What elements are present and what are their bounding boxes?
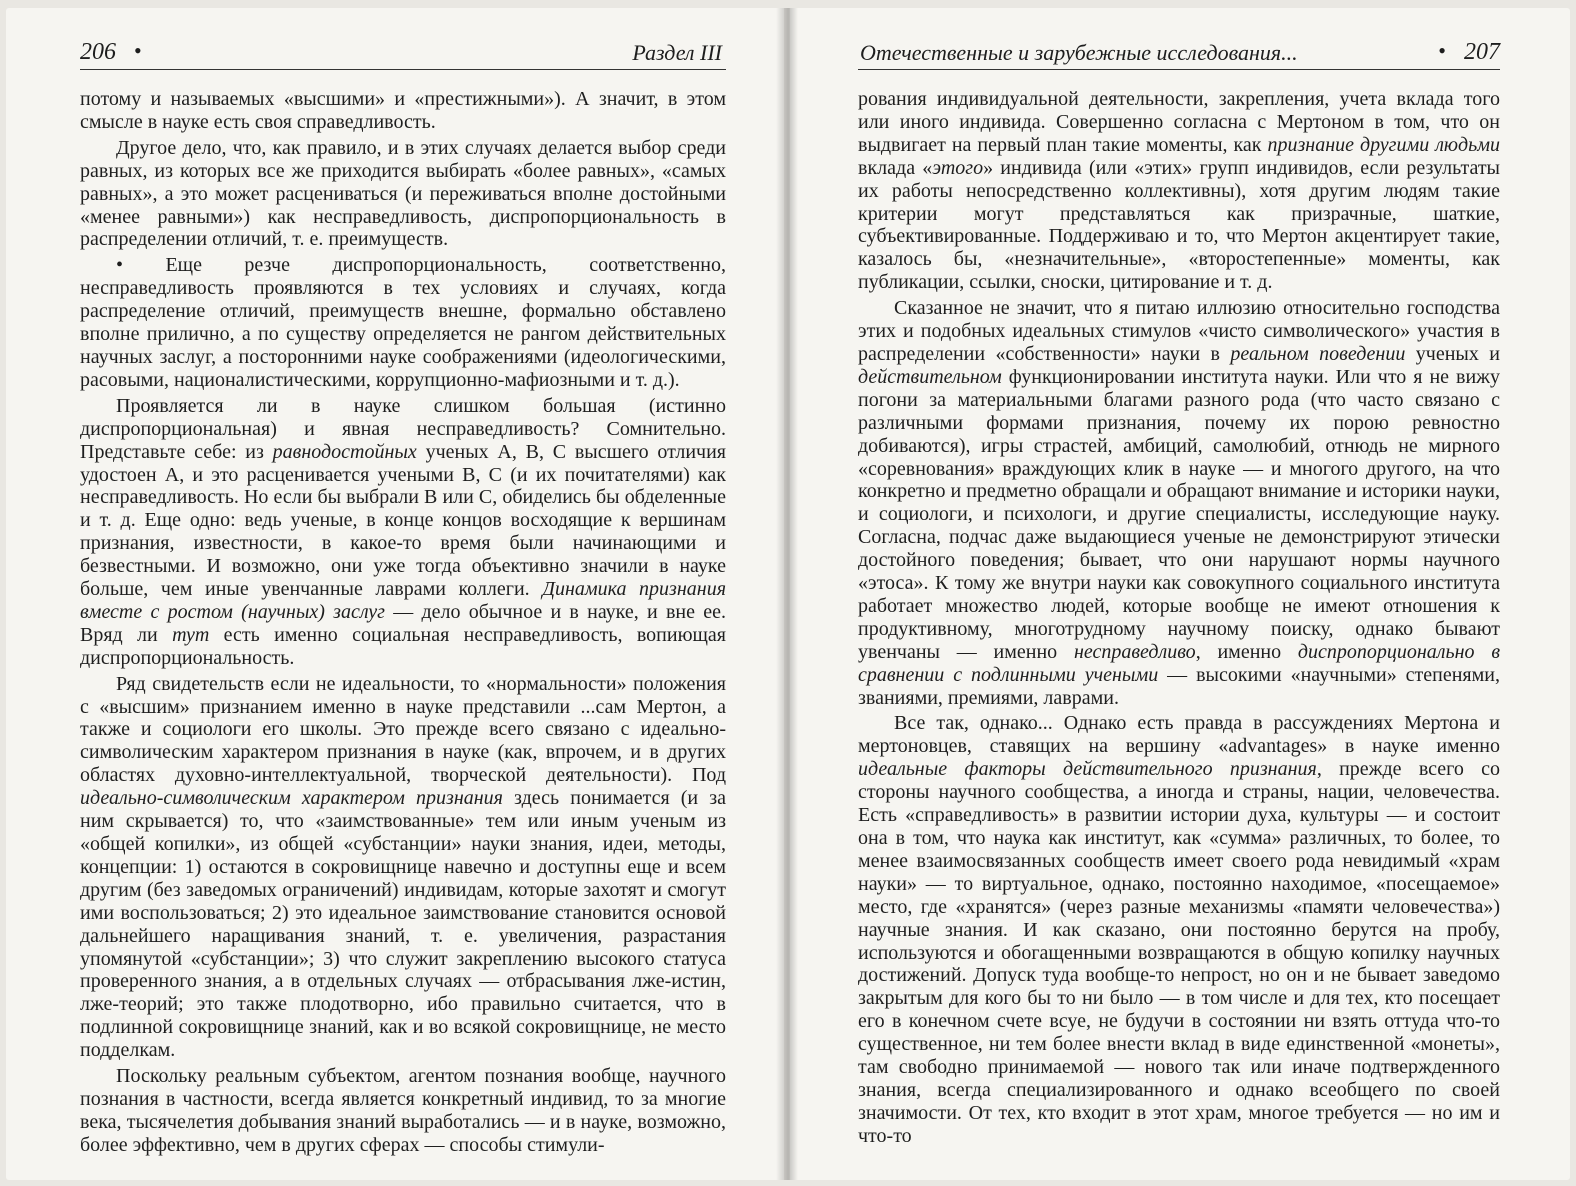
italic-text: действительном [858, 365, 1002, 388]
text-run: есть именно социальная несправедливость, вопиющая диспропорциональность. [80, 623, 726, 669]
text-run: Поскольку реальным субъектом, агентом познания вообще, научного познания в частности, всегда является конкретный индивид, то за многие века, тысячелетия добывания знаний выработались — и в науке, возможно, более эффективно, чем в других сферах — способы стимули- [80, 1065, 726, 1156]
right-page-header [858, 36, 1500, 70]
paragraph [858, 88, 1500, 294]
text-run: Ряд свидетельств если не идеальности, то «нормальности» положения с «высшим» признанием именно в науке представили ...сам Мертон, а также и социологи его школы. Это прежде всего связано с идеально-символическим характером признания в науке (как, впрочем, и в других областях духовно-интеллектуальной, творческой деятельности). Под [80, 672, 726, 787]
right-page [790, 8, 1570, 1180]
italic-text: признание другими людьми [1267, 133, 1501, 156]
text-run: Сказанное не значит, что я питаю иллюзию относительно господства этих и подобных идеальных стимулов «чисто символического» участия в распределении «собственности» науки в [858, 297, 1500, 365]
text-run: функционировании института науки. Или что я не вижу погони за материальными благами разного рода (что часто связано с различными формами признания, почему их порою ревностно добиваются), игры страстей, амбиций, самолюбий, отнюдь не мирного «соревнования» враждующих клик в науке — и многого другого, на что конкретно и предметно обращали и обращают внимание и историки науки, и социологи, и психологи, и другие специалисты, исследующие науку. Согласна, подчас даже выдающиеся ученые не демонстрируют этически достойного поведения; бывает, что они нарушают нормы научного «этоса». К тому же внутри науки как совокупного социального института работает множество людей, которые вообще не имеют отношения к продуктивному, многотрудному научному поиску, однако бывают увенчаны — именно [858, 365, 1500, 663]
header-bullet: • [134, 38, 142, 63]
text-run: Проявляется ли в науке слишком большая (истинно диспропорциональная) и явная несправедливость? Сомнительно. Представьте себе: из [80, 394, 726, 463]
running-title: Отечественные и зарубежные исследования... [860, 40, 1298, 65]
left-page-header [80, 36, 726, 70]
text-run: вклада « [858, 156, 933, 179]
page-number: 206 [80, 39, 116, 65]
italic-text: несправедливо [1073, 640, 1196, 663]
paragraph [80, 395, 726, 670]
text-run: ученых А, В, С высшего отличия удостоен А, и это расценивается учеными В, С (и их почитателями) как несправедливость. Но если бы выбрали В или С, обиделись бы обделенные и т. д. Еще одно: ведь ученые, в конце концов восходящие к вершинам признания, известности, в какое-то время были начинающими и безвестными. И возможно, они уже тогда объективно значили в науке больше, чем иные увенчанные лаврами коллеги. [80, 440, 727, 601]
text-run: — дело обычное и в науке, и вне ее. Вряд ли [80, 600, 726, 646]
left-page-body [80, 88, 726, 1157]
right-page-body [858, 88, 1500, 1148]
paragraph [858, 297, 1500, 709]
page-number: 207 [1464, 39, 1500, 65]
paragraph [80, 673, 726, 1062]
text-run: потому и называемых «высшими» и «престижными»). А значит, в этом смысле в науке есть своя справедливость. [80, 88, 726, 133]
italic-text: идеально-символическим характером признания [80, 787, 503, 810]
text-run: , прежде всего со стороны научного сообщества, а иногда и страны, нации, человечества. Есть «справедливость» в развитии истории духа, культуры — и состоит она в том, что наука как институт, как «сумма» различных, то более, то менее взаимосвязанных сообществ имеет своего рода невидимый «храм науки» — то виртуальное, однако, постоянно находимое, «посещаемое» место, где «хранятся» (через разные механизмы «памяти человечества») научные знания. И как сказано, они постоянно берутся на пробу, используются и обогащенными возвращаются в общую копилку научных достижений. Допуск туда вообще-то непрост, но он и не бывает заведомо закрытым для кого бы то ни было — в том числе и для тех, кто посещает его в конечном счете всуе, не будучи в состоянии ни взять оттуда что-то существенное, ни тем более внести вклад в виде единственной «монеты», там свободно принимаемой — нового так или иначе подтвержденного знания, всегда специализированного и однако всеобщего по своей значимости. От тех, кто входит в этот храм, многое требуется — но им и что-то [858, 758, 1500, 1147]
text-run: здесь понимается (и за ним скрывается) то, что «заимствованные» тем или иным ученым из «общей копилки», из общей «субстанции» науки знания, идеи, методы, концепции: 1) остаются в сокровищнице навечно и доступны еще и всем другим (без заведомых ограничений) индивидам, которые захотят и смогут ими воспользоваться; 2) это идеальное заимствование становится основой дальнейшего наращивания знаний, т. е. увеличения, разрастания упомянутой «субстанции»; 3) что служит закреплению высокого статуса проверенного знания, а в отдельных случаях — отбрасывания лже-истин, лже-теорий; это также плодотворно, ибо правильно считается, что в подлинной сокровищнице знаний, как и во всякой сокровищнице, не место подделкам. [80, 787, 727, 1062]
text-run: рования индивидуальной деятельности, закрепления, учета вклада того или иного индивида. Совершенно согласна с Мертоном в том, что он выдвигает на первый план такие моменты, как [858, 88, 1500, 156]
text-run: Все так, однако... Однако есть правда в рассуждениях Мертона и мертоновцев, ставящих на вершину «advantages» в науке именно [858, 712, 1500, 758]
paragraph [80, 254, 726, 391]
paragraph [80, 137, 726, 252]
paragraph [80, 1065, 726, 1157]
header-bullet: • [1438, 38, 1446, 63]
italic-text: идеальные факторы действительного признания [858, 758, 1317, 781]
text-run: ученых и [1405, 342, 1500, 365]
text-run: • Еще резче диспропорциональность, соответственно, несправедливость проявляются в тех условиях и случаях, когда распределение отличий, преимуществ внешне, формально обставлено вполне прилично, а по существу определяется не рангом действительных научных заслуг, а посторонними науке соображениями (идеологическими, расовыми, националистическими, коррупционно-мафиозными и т. д.). [80, 254, 726, 391]
italic-text: тут [172, 623, 210, 646]
italic-text: Динамика признания вместе с ростом (научных) заслуг [80, 578, 727, 623]
italic-text: этого [932, 156, 984, 179]
paragraph [858, 712, 1500, 1147]
text-run: — высокими «научными» степенями, званиями, премиями, лаврами. [858, 663, 1500, 709]
italic-text: диспропорционально в сравнении с подлинными учеными [858, 640, 1501, 686]
running-title: Раздел III [632, 40, 722, 65]
italic-text: реальном поведении [1230, 342, 1406, 365]
italic-text: равнодостойных [272, 440, 417, 463]
book-gutter [776, 8, 798, 1180]
paragraph [80, 88, 726, 134]
text-run: » индивида (или «этих» групп индивидов, если результаты их работы непосредственно коллективны), хотя другим людям такие критерии могут представляться как призрачные, шаткие, субъективированные. Поддерживаю и то, что Мертон акцентирует такие, казалось бы, «незначительные», «второстепенные» моменты, как публикации, ссылки, сноски, цитирование и т. д. [858, 156, 1500, 294]
left-page [6, 8, 784, 1180]
text-run: , именно [1195, 640, 1298, 663]
text-run: Другое дело, что, как правило, и в этих случаях делается выбор среди равных, из которых все же приходится выбирать «более равных», «самых равных», а это может расцениваться (и переживаться вполне достойными «менее равными») как несправедливость, диспропорциональность в распределении отличий, т. е. преимуществ. [80, 136, 726, 251]
